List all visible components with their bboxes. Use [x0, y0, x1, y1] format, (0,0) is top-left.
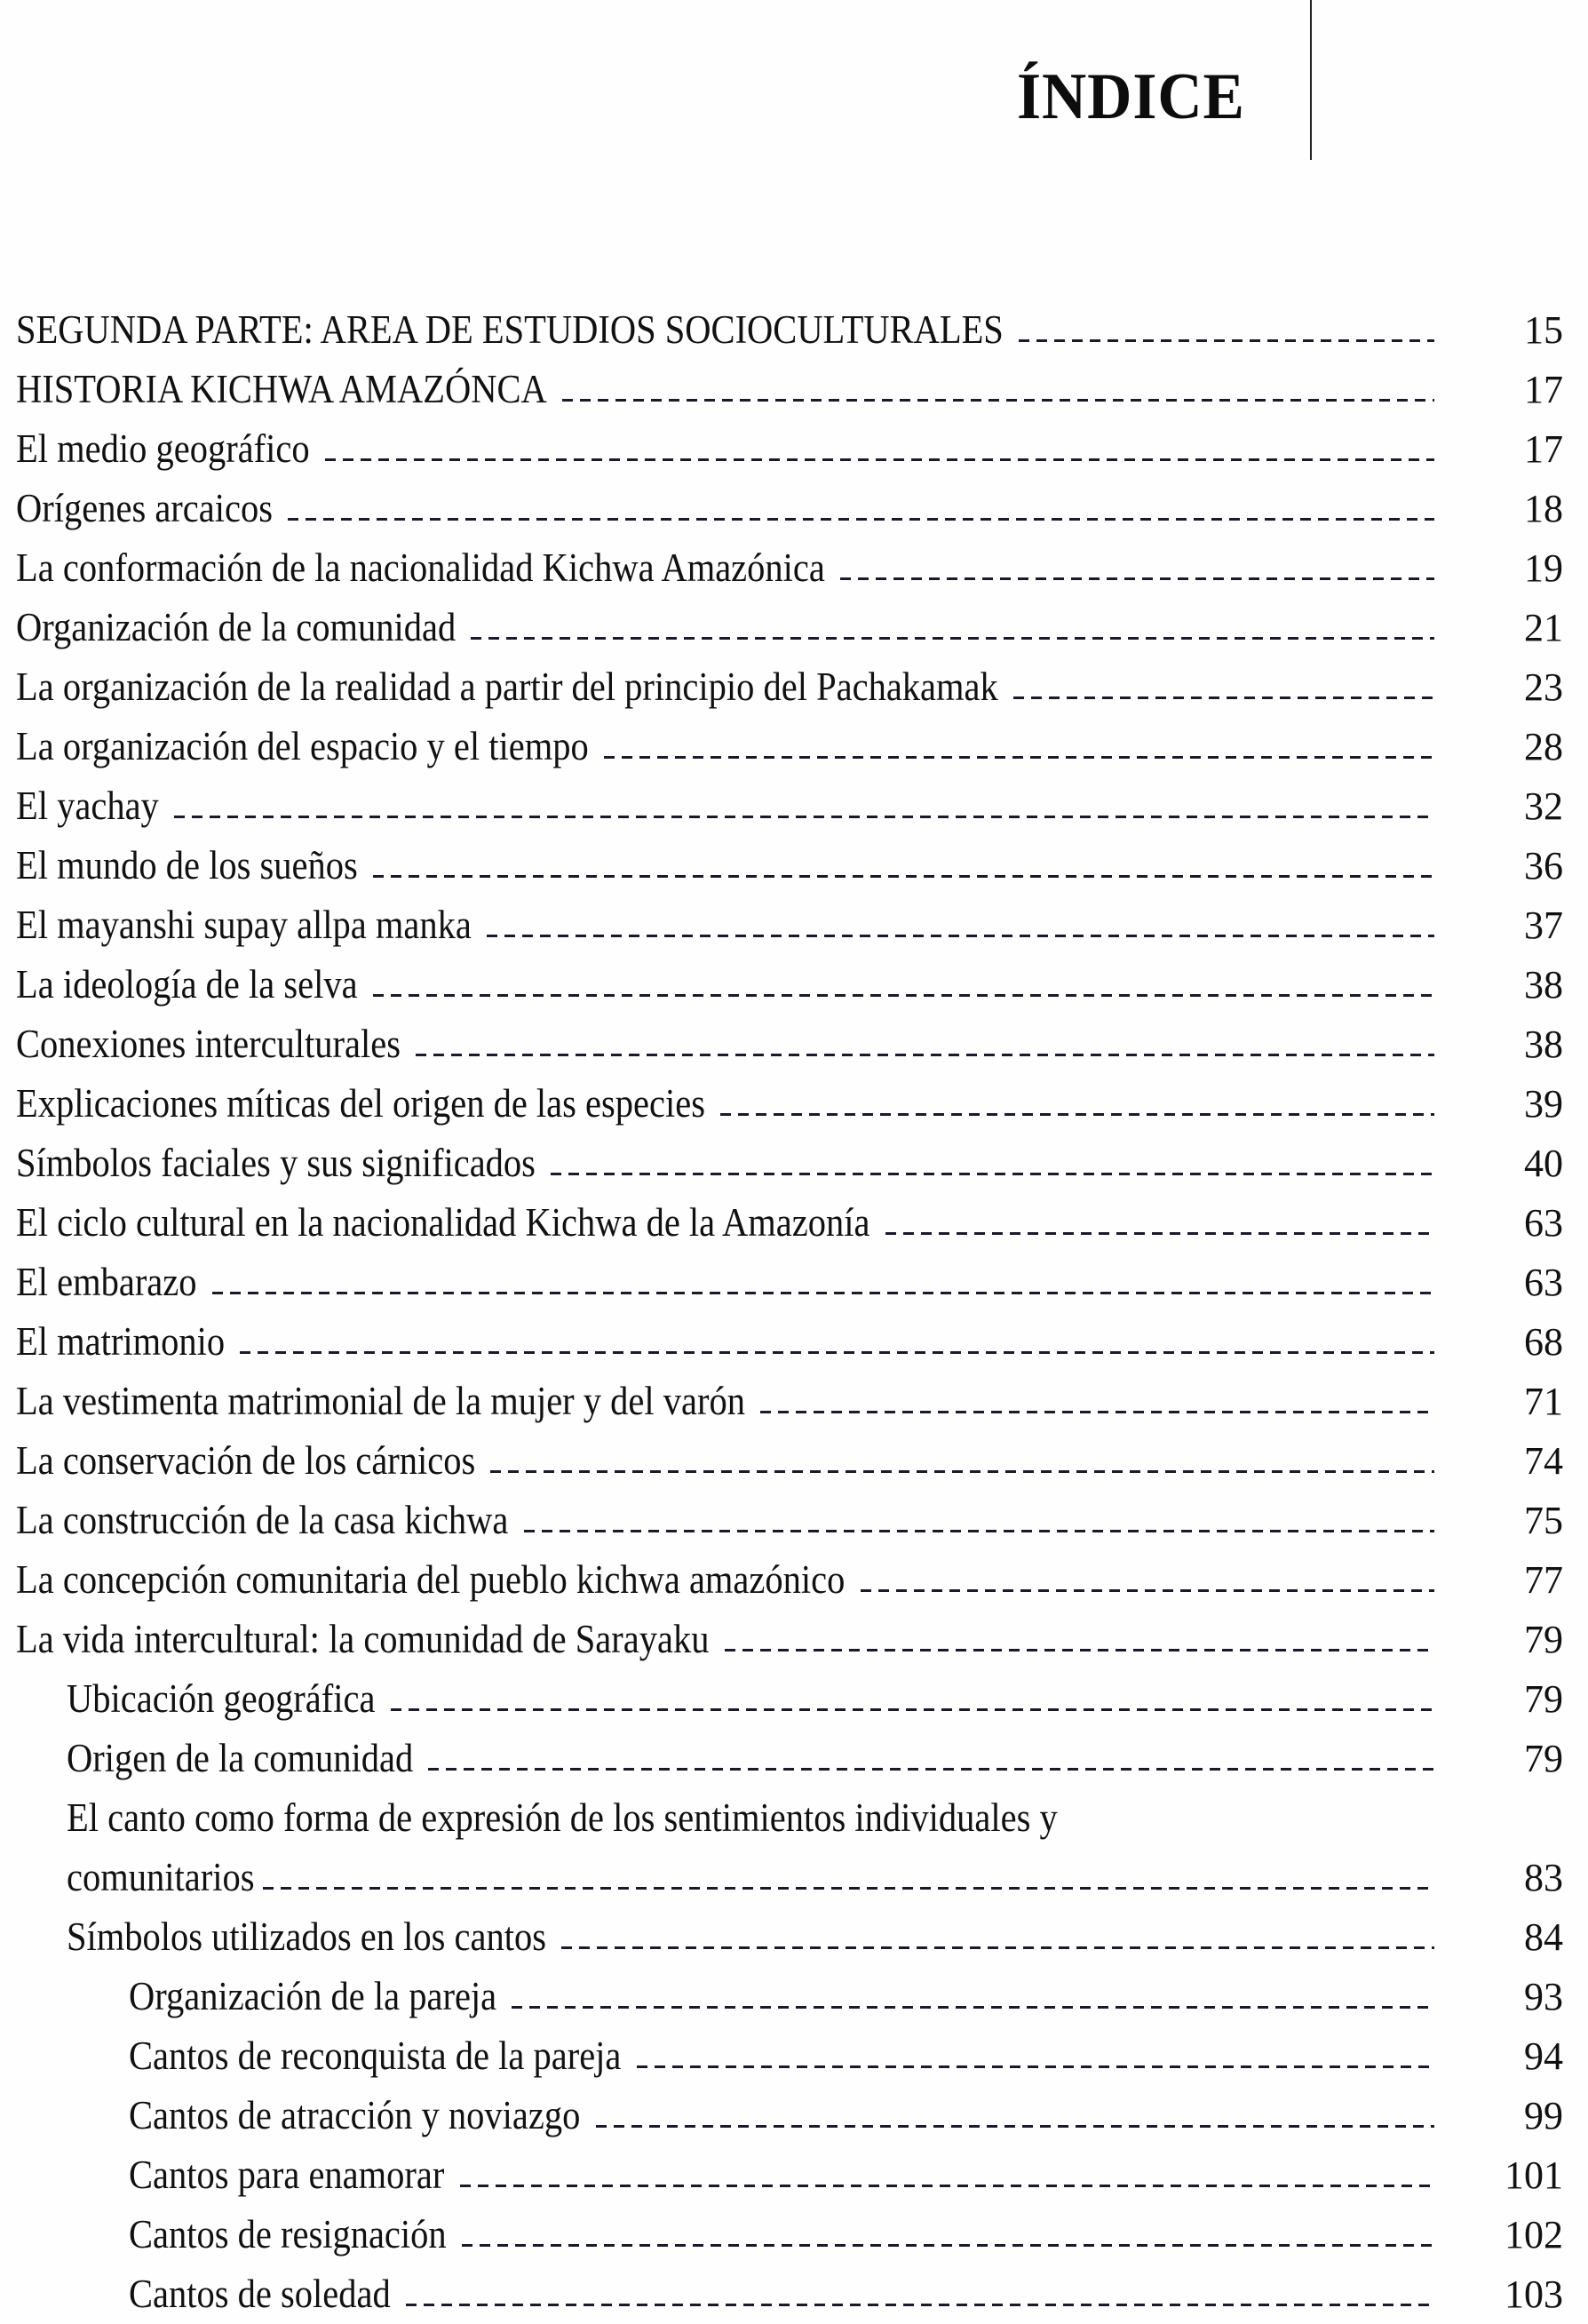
toc-page-number: 17 — [1524, 427, 1563, 471]
toc-entry-title-line — [129, 2086, 1300, 2145]
toc-entry-title: Orígenes arcaicos — [16, 486, 279, 530]
toc-entry-title-line — [16, 1134, 1295, 1193]
toc-entry-title-line — [16, 1610, 1295, 1669]
toc-entry[interactable] — [0, 1372, 1588, 1431]
dotted-leader-line — [490, 1470, 1434, 1473]
dotted-leader-line — [720, 1113, 1434, 1116]
toc-entry-title: El mayanshi supay allpa manka — [16, 903, 478, 947]
toc-entry[interactable] — [0, 1074, 1588, 1134]
toc-page-number: 84 — [1524, 1915, 1563, 1959]
toc-entry-title: Cantos de atracción y noviazgo — [129, 2093, 587, 2137]
toc-entry-title-line — [16, 1491, 1295, 1550]
toc-entry[interactable] — [0, 1729, 1588, 1788]
toc-entry[interactable] — [0, 895, 1588, 955]
toc-entry-title-line — [16, 300, 1295, 360]
toc-entry-title-line — [16, 1074, 1295, 1134]
dotted-leader-line — [596, 2125, 1434, 2128]
toc-page-number: 79 — [1524, 1677, 1563, 1721]
toc-entry-title-line — [129, 2205, 1300, 2264]
toc-entry[interactable] — [0, 1431, 1588, 1491]
toc-entry-title: La organización del espacio y el tiempo — [16, 724, 595, 768]
toc-entry-title: Símbolos utilizados en los cantos — [67, 1914, 552, 1959]
toc-page-number: 38 — [1524, 963, 1563, 1007]
toc-entry[interactable] — [0, 1788, 1588, 1907]
toc-entry-title-line — [129, 2145, 1300, 2205]
toc-entry[interactable] — [0, 2026, 1588, 2086]
toc-page-number: 63 — [1524, 1201, 1563, 1245]
toc-entry[interactable] — [0, 598, 1588, 657]
toc-entry-title: El canto como forma de expresión de los sentimientos individuales y — [67, 1795, 1064, 1840]
dotted-leader-line — [373, 875, 1434, 878]
dotted-leader-line — [1013, 696, 1434, 699]
toc-entry[interactable] — [0, 300, 1588, 360]
toc-page-number: 15 — [1524, 308, 1563, 352]
toc-entry-title-line — [16, 1015, 1295, 1074]
toc-entry-title-line — [16, 836, 1295, 895]
toc-entry-title: Organización de la comunidad — [16, 605, 462, 649]
toc-page-number: 40 — [1524, 1142, 1563, 1185]
toc-entry-title: El ciclo cultural en la nacionalidad Kichwa de la Amazonía — [16, 1200, 877, 1245]
dotted-leader-line — [416, 1054, 1434, 1056]
toc-entry-title: El mundo de los sueños — [16, 843, 364, 887]
toc-entry[interactable] — [0, 1669, 1588, 1729]
toc-entry-title-line — [16, 419, 1295, 479]
toc-entry-title: La conformación de la nacionalidad Kichwa Amazónica — [16, 545, 831, 590]
margin-divider-line — [1310, 0, 1312, 160]
toc-entry-title-line — [16, 1550, 1295, 1610]
dotted-leader-line — [840, 577, 1434, 580]
dotted-leader-line — [561, 1946, 1434, 1949]
page-title: ÍNDICE — [1017, 60, 1245, 133]
toc-entry[interactable] — [0, 776, 1588, 836]
dotted-leader-line — [460, 2185, 1434, 2187]
toc-entry-title: El embarazo — [16, 1260, 203, 1304]
toc-page-number: 77 — [1524, 1558, 1563, 1602]
toc-entry[interactable] — [0, 836, 1588, 895]
toc-entry-title-continuation: comunitarios — [67, 1855, 255, 1899]
toc-page-number: 38 — [1524, 1023, 1563, 1066]
toc-page-number: 83 — [1524, 1856, 1563, 1899]
toc-entry-title-line — [16, 717, 1295, 776]
toc-page-number: 99 — [1524, 2094, 1563, 2137]
toc-entry-title: La vestimenta matrimonial de la mujer y del varón — [16, 1379, 751, 1423]
toc-entry-title-line — [16, 1372, 1295, 1431]
toc-entry-title: Símbolos faciales y sus significados — [16, 1141, 542, 1185]
toc-entry[interactable] — [0, 2145, 1588, 2205]
dotted-leader-line — [325, 458, 1434, 461]
dotted-leader-line — [562, 399, 1434, 402]
toc-entry-title: La construcción de la casa kichwa — [16, 1498, 515, 1542]
toc-entry-title: La ideología de la selva — [16, 962, 364, 1007]
toc-entry-title-line — [67, 1788, 1290, 1848]
toc-entry-title: Organización de la pareja — [129, 1974, 503, 2018]
toc-entry-title-line — [16, 360, 1295, 419]
toc-entry-title: La concepción comunitaria del pueblo kichwa amazónico — [16, 1557, 852, 1602]
toc-entry-title: Conexiones interculturales — [16, 1022, 407, 1066]
toc-entry-title-line — [67, 1669, 1290, 1729]
dotted-leader-line — [861, 1589, 1434, 1592]
toc-entry-title: HISTORIA KICHWA AMAZÓNCA — [16, 367, 553, 411]
toc-page-number: 93 — [1524, 1975, 1563, 2018]
toc-entry-title: Cantos de resignación — [129, 2212, 453, 2256]
toc-page-number: 63 — [1524, 1261, 1563, 1304]
dotted-leader-line — [373, 994, 1434, 997]
toc-entry-title-line — [16, 1312, 1295, 1372]
toc-entry-title: El matrimonio — [16, 1319, 231, 1364]
toc-page-number: 68 — [1524, 1320, 1563, 1364]
toc-entry[interactable] — [0, 419, 1588, 479]
toc-page-number: 39 — [1524, 1082, 1563, 1126]
toc-entry-title: El yachay — [16, 784, 165, 828]
toc-entry-title-line — [16, 598, 1295, 657]
dotted-leader-line — [487, 935, 1434, 937]
toc-entry-title-line — [16, 1193, 1295, 1253]
toc-entry[interactable] — [0, 360, 1588, 419]
toc-page-number: 19 — [1524, 546, 1563, 590]
toc-page-number: 21 — [1524, 606, 1563, 649]
toc-entry[interactable] — [0, 1491, 1588, 1550]
toc-entry-title-line — [129, 1967, 1300, 2026]
toc-entry[interactable] — [0, 1550, 1588, 1610]
dotted-leader-line — [428, 1768, 1434, 1771]
dotted-leader-line — [885, 1232, 1434, 1235]
toc-entry[interactable] — [0, 2205, 1588, 2264]
toc-page-number: 23 — [1524, 665, 1563, 709]
toc-page-number: 103 — [1505, 2272, 1563, 2316]
toc-entry-title-line — [67, 1907, 1290, 1967]
dotted-leader-line — [1019, 339, 1434, 342]
toc-entry[interactable] — [0, 1967, 1588, 2026]
toc-entry[interactable] — [0, 1610, 1588, 1669]
toc-entry-title: Ubicación geográfica — [67, 1676, 382, 1721]
dotted-leader-line — [263, 1887, 1434, 1890]
toc-entry-title-line — [16, 479, 1295, 538]
dotted-leader-line — [471, 637, 1434, 640]
toc-page-number: 37 — [1524, 903, 1563, 947]
toc-page-number: 32 — [1524, 784, 1563, 828]
dotted-leader-line — [725, 1649, 1434, 1651]
toc-page-number: 75 — [1524, 1499, 1563, 1542]
toc-entry-title: Cantos para enamorar — [129, 2153, 451, 2197]
toc-page-number: 17 — [1524, 368, 1563, 411]
toc-entry-title-line — [16, 955, 1295, 1015]
toc-page-number: 102 — [1505, 2213, 1563, 2256]
toc-entry-title-line — [129, 2026, 1300, 2086]
table-of-contents — [0, 300, 1588, 2324]
dotted-leader-line — [512, 2006, 1434, 2009]
toc-entry-title-line — [16, 657, 1295, 717]
dotted-leader-line — [462, 2244, 1434, 2247]
dotted-leader-line — [406, 2304, 1434, 2306]
dotted-leader-line — [174, 816, 1434, 818]
toc-entry-title-line — [16, 538, 1295, 598]
toc-entry-title: La organización de la realidad a partir del principio del Pachakamak — [16, 665, 1004, 709]
toc-page-number: 74 — [1524, 1439, 1563, 1483]
toc-page-number: 71 — [1524, 1380, 1563, 1423]
toc-entry-title-line — [129, 2264, 1300, 2324]
dotted-leader-line — [524, 1530, 1434, 1532]
toc-entry-title-line — [16, 1431, 1295, 1491]
toc-entry-title: Cantos de soledad — [129, 2272, 397, 2316]
toc-page-number: 36 — [1524, 844, 1563, 887]
toc-entry[interactable] — [0, 1253, 1588, 1312]
dotted-leader-line — [288, 518, 1434, 521]
toc-entry-title: El medio geográfico — [16, 426, 316, 471]
dotted-leader-line — [391, 1708, 1434, 1711]
toc-page-number: 79 — [1524, 1737, 1563, 1780]
dotted-leader-line — [212, 1292, 1434, 1294]
toc-entry[interactable] — [0, 717, 1588, 776]
toc-page-number: 18 — [1524, 487, 1563, 530]
toc-entry[interactable] — [0, 955, 1588, 1015]
dotted-leader-line — [240, 1351, 1434, 1354]
toc-entry[interactable] — [0, 1193, 1588, 1253]
toc-page-number: 101 — [1505, 2153, 1563, 2197]
toc-entry[interactable] — [0, 657, 1588, 717]
toc-entry-title: La conservación de los cárnicos — [16, 1438, 481, 1483]
dotted-leader-line — [604, 756, 1434, 759]
toc-entry[interactable] — [0, 1907, 1588, 1967]
toc-entry-title: La vida intercultural: la comunidad de Sarayaku — [16, 1617, 716, 1661]
toc-page-number: 94 — [1524, 2034, 1563, 2078]
toc-entry-title: Cantos de reconquista de la pareja — [129, 2034, 628, 2078]
dotted-leader-line — [551, 1173, 1434, 1175]
toc-entry-title-line — [16, 1253, 1295, 1312]
toc-entry[interactable] — [0, 1015, 1588, 1074]
toc-entry[interactable] — [0, 1312, 1588, 1372]
toc-entry[interactable] — [0, 479, 1588, 538]
toc-page-number: 28 — [1524, 725, 1563, 768]
toc-entry[interactable] — [0, 1134, 1588, 1193]
toc-page-number: 79 — [1524, 1618, 1563, 1661]
toc-entry[interactable] — [0, 538, 1588, 598]
toc-entry-title-line — [16, 895, 1295, 955]
toc-entry-title-line — [16, 776, 1295, 836]
dotted-leader-line — [637, 2065, 1434, 2068]
toc-entry[interactable] — [0, 2264, 1588, 2324]
toc-entry-title: Explicaciones míticas del origen de las especies — [16, 1081, 711, 1126]
toc-entry[interactable] — [0, 2086, 1588, 2145]
toc-entry-title: SEGUNDA PARTE: AREA DE ESTUDIOS SOCIOCULTURALES — [16, 307, 1010, 352]
toc-entry-title: Origen de la comunidad — [67, 1736, 419, 1780]
toc-entry-title-line — [67, 1729, 1290, 1788]
dotted-leader-line — [760, 1411, 1434, 1413]
